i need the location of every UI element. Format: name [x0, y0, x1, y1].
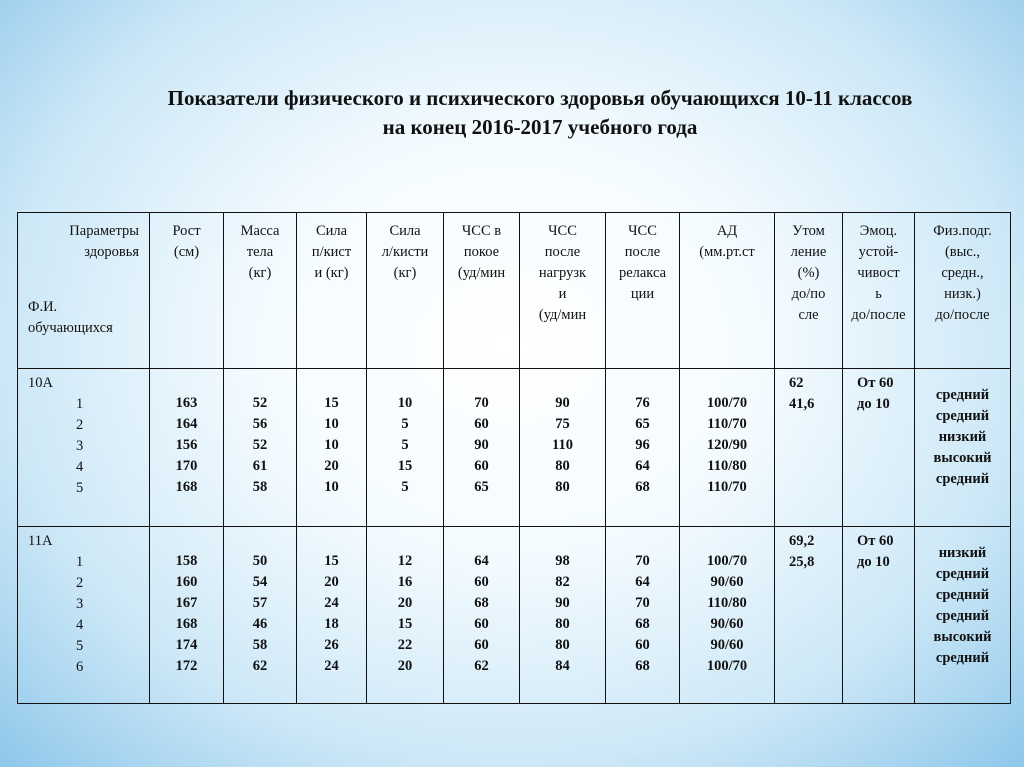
- cell-line: 56: [252, 416, 268, 432]
- cell-line: 62: [474, 658, 489, 674]
- ad-values: [680, 527, 775, 704]
- cell-line: 100/70: [706, 395, 748, 411]
- cell-line: 90/60: [710, 616, 744, 632]
- header-fiz: [915, 213, 1011, 369]
- cell-line: 24: [324, 658, 339, 674]
- cell-line: 5: [76, 638, 84, 654]
- cell-line: 60: [474, 637, 489, 653]
- cell-line: ЧСС в: [461, 223, 502, 239]
- cell-line: ЧСС: [548, 223, 577, 239]
- cell-line: 170: [175, 458, 198, 474]
- cell-line: после: [624, 244, 661, 260]
- cell-line: высокий: [933, 629, 992, 645]
- cell-line: 98: [555, 553, 570, 569]
- emoc-values: [843, 527, 915, 704]
- health-indicators-table: [17, 212, 1011, 704]
- group-name: 11А: [28, 533, 53, 549]
- header-parameters: [18, 213, 150, 369]
- cell-line: 110/70: [707, 416, 747, 432]
- cell-line: 158: [175, 553, 198, 569]
- utom-values: [775, 369, 843, 527]
- cell-line: 16: [397, 574, 413, 590]
- cell-line: тела: [246, 244, 274, 260]
- cell-line: От 60: [857, 375, 894, 391]
- cell-line: до 10: [857, 396, 890, 412]
- cell-line: 20: [324, 458, 339, 474]
- cell-line: 80: [555, 637, 570, 653]
- cell-line: ь: [875, 286, 882, 302]
- cell-line: 58: [252, 479, 268, 495]
- rost-values: [150, 527, 224, 704]
- cell-line: 168: [175, 479, 198, 495]
- cell-line: средний: [935, 566, 990, 582]
- cell-line: От 60: [857, 533, 894, 549]
- cell-line: 10: [324, 479, 339, 495]
- header-chss-nagruzka: [520, 213, 606, 369]
- utom-values: [775, 527, 843, 704]
- cell-line: 12: [397, 553, 413, 569]
- cell-line: 26: [324, 637, 339, 653]
- cell-line: 68: [635, 616, 650, 632]
- fiz-values: [915, 369, 1011, 527]
- cell-line: 4: [76, 617, 84, 633]
- cell-line: 46: [252, 616, 268, 632]
- cell-line: 1: [76, 396, 84, 412]
- header-sila-p: [297, 213, 367, 369]
- chss-pokoe-values: [444, 527, 520, 704]
- cell-line: 62: [789, 375, 804, 391]
- sila-p-values: [297, 527, 367, 704]
- cell-line: 54: [252, 574, 268, 590]
- cell-line: ЧСС: [628, 223, 657, 239]
- cell-line: 64: [635, 574, 650, 590]
- cell-line: нагрузк: [538, 265, 587, 281]
- cell-line: (см): [173, 244, 200, 260]
- cell-line: 64: [474, 553, 489, 569]
- cell-line: 2: [76, 575, 84, 591]
- cell-line: 90: [474, 437, 489, 453]
- header-chss-relax: [606, 213, 680, 369]
- header-massa: [224, 213, 297, 369]
- cell-line: ции: [630, 286, 655, 302]
- cell-line: 80: [555, 616, 570, 632]
- cell-line: 75: [555, 416, 570, 432]
- page-title: [60, 84, 1020, 142]
- cell-line: 60: [474, 458, 489, 474]
- cell-line: 3: [76, 438, 84, 454]
- cell-line: 1: [76, 554, 84, 570]
- cell-line: 41,6: [789, 396, 815, 412]
- cell-line: (уд/мин: [457, 265, 506, 281]
- cell-line: 110/80: [707, 458, 747, 474]
- cell-line: средний: [935, 387, 990, 403]
- cell-line: 62: [252, 658, 268, 674]
- header-utom: [775, 213, 843, 369]
- chss-pokoe-values: [444, 369, 520, 527]
- cell-line: 15: [324, 553, 339, 569]
- fiz-values: [915, 527, 1011, 704]
- cell-line: 60: [474, 574, 489, 590]
- group-label-cell: [18, 527, 150, 704]
- cell-line: средний: [935, 408, 990, 424]
- cell-line: обучающихся: [28, 320, 113, 336]
- cell-line: Ф.И.: [28, 299, 58, 315]
- cell-line: 90: [555, 595, 570, 611]
- cell-line: 60: [474, 416, 489, 432]
- cell-line: 60: [474, 616, 489, 632]
- cell-line: средний: [935, 608, 990, 624]
- header-rost: [150, 213, 224, 369]
- cell-line: сле: [798, 307, 819, 323]
- cell-line: 156: [175, 437, 198, 453]
- cell-line: 52: [252, 437, 268, 453]
- cell-line: 10: [324, 416, 339, 432]
- cell-line: 90/60: [710, 574, 744, 590]
- cell-line: АД: [716, 223, 738, 239]
- cell-line: и: [558, 286, 567, 302]
- header-row: [18, 213, 1011, 369]
- cell-line: 100/70: [706, 553, 748, 569]
- cell-line: средн.,: [941, 265, 984, 281]
- cell-line: 10: [324, 437, 339, 453]
- cell-line: 110/80: [707, 595, 747, 611]
- cell-line: 58: [252, 637, 268, 653]
- cell-line: до/после: [935, 307, 990, 323]
- cell-line: Сила: [315, 223, 348, 239]
- cell-line: 90/60: [710, 637, 744, 653]
- cell-line: 24: [324, 595, 339, 611]
- cell-line: после: [544, 244, 581, 260]
- header-student-label: [28, 297, 113, 339]
- group-label-cell: [18, 369, 150, 527]
- cell-line: 57: [252, 595, 268, 611]
- cell-line: 4: [76, 459, 84, 475]
- cell-line: покое: [463, 244, 500, 260]
- cell-line: л/кисти: [381, 244, 429, 260]
- chss-relax-values: [606, 369, 680, 527]
- cell-line: 70: [635, 595, 650, 611]
- header-sila-l: [367, 213, 444, 369]
- sila-l-values: [367, 527, 444, 704]
- cell-line: 65: [635, 416, 650, 432]
- cell-line: низк.): [944, 286, 981, 302]
- cell-line: 5: [401, 479, 409, 495]
- cell-line: 68: [474, 595, 489, 611]
- title-line-2: на конец 2016-2017 учебного года: [382, 115, 698, 139]
- chss-nagruzka-values: [520, 369, 606, 527]
- header-ad: [680, 213, 775, 369]
- cell-line: до/после: [851, 307, 906, 323]
- cell-line: 80: [555, 458, 570, 474]
- massa-values: [224, 527, 297, 704]
- cell-line: 5: [401, 437, 409, 453]
- cell-line: 52: [252, 395, 268, 411]
- rost-values: [150, 369, 224, 527]
- cell-line: 69,2: [789, 533, 815, 549]
- cell-line: 60: [635, 637, 650, 653]
- cell-line: (кг): [248, 265, 272, 281]
- cell-line: (кг): [393, 265, 417, 281]
- cell-line: 22: [397, 637, 413, 653]
- cell-line: (мм.рт.ст: [699, 244, 755, 260]
- cell-line: 160: [175, 574, 198, 590]
- cell-line: 70: [635, 553, 650, 569]
- cell-line: 6: [76, 659, 84, 675]
- cell-line: средний: [935, 650, 990, 666]
- cell-line: 18: [324, 616, 339, 632]
- cell-line: чивост: [857, 265, 900, 281]
- chss-relax-values: [606, 527, 680, 704]
- cell-line: 15: [397, 458, 413, 474]
- ad-values: [680, 369, 775, 527]
- header-param-label: [28, 221, 145, 263]
- cell-line: Сила: [389, 223, 421, 239]
- cell-line: 68: [635, 479, 650, 495]
- student-index-list: [28, 394, 145, 499]
- massa-values: [224, 369, 297, 527]
- cell-line: здоровья: [84, 244, 139, 260]
- cell-line: 15: [397, 616, 413, 632]
- cell-line: Эмоц.: [859, 223, 898, 239]
- cell-line: 10: [397, 395, 413, 411]
- cell-line: 120/90: [706, 437, 748, 453]
- cell-line: 50: [252, 553, 268, 569]
- cell-line: 20: [397, 595, 413, 611]
- cell-line: 5: [401, 416, 409, 432]
- cell-line: средний: [935, 587, 990, 603]
- cell-line: (уд/мин: [538, 307, 587, 323]
- header-emoc: [843, 213, 915, 369]
- cell-line: 20: [324, 574, 339, 590]
- cell-line: 68: [635, 658, 650, 674]
- cell-line: 167: [175, 595, 198, 611]
- cell-line: 80: [555, 479, 570, 495]
- cell-line: средний: [935, 471, 990, 487]
- cell-line: 65: [474, 479, 489, 495]
- cell-line: до/по: [791, 286, 826, 302]
- cell-line: низкий: [938, 429, 987, 445]
- cell-line: п/кист: [311, 244, 352, 260]
- group-row-11a: [18, 527, 1011, 704]
- group-name: 10А: [28, 375, 53, 391]
- chss-nagruzka-values: [520, 527, 606, 704]
- cell-line: (%): [797, 265, 820, 281]
- cell-line: Физ.подг.: [933, 223, 992, 239]
- cell-line: 61: [252, 458, 268, 474]
- cell-line: 174: [175, 637, 198, 653]
- cell-line: 110: [552, 437, 573, 453]
- sila-p-values: [297, 369, 367, 527]
- title-line-1: Показатели физического и психического здоровья обучающихся 10-11 классов: [167, 86, 913, 110]
- cell-line: 163: [175, 395, 198, 411]
- cell-line: до 10: [857, 554, 890, 570]
- cell-line: 2: [76, 417, 84, 433]
- sila-l-values: [367, 369, 444, 527]
- cell-line: и (кг): [314, 265, 349, 281]
- cell-line: 25,8: [789, 554, 815, 570]
- cell-line: 3: [76, 596, 84, 612]
- cell-line: 70: [474, 395, 489, 411]
- cell-line: Параметры: [69, 223, 139, 239]
- cell-line: 164: [175, 416, 198, 432]
- cell-line: (выс.,: [944, 244, 981, 260]
- cell-line: 20: [397, 658, 413, 674]
- cell-line: 15: [324, 395, 339, 411]
- cell-line: Утом: [792, 223, 825, 239]
- cell-line: ление: [790, 244, 827, 260]
- student-index-list: [28, 552, 145, 678]
- cell-line: 90: [555, 395, 570, 411]
- cell-line: Масса: [240, 223, 280, 239]
- cell-line: релакса: [618, 265, 667, 281]
- emoc-values: [843, 369, 915, 527]
- cell-line: 110/70: [707, 479, 747, 495]
- cell-line: 76: [635, 395, 650, 411]
- cell-line: 172: [175, 658, 198, 674]
- cell-line: 96: [635, 437, 650, 453]
- cell-line: низкий: [938, 545, 987, 561]
- cell-line: Рост: [172, 223, 201, 239]
- header-chss-pokoe: [444, 213, 520, 369]
- cell-line: 5: [76, 480, 84, 496]
- group-row-10a: [18, 369, 1011, 527]
- cell-line: устой-: [858, 244, 899, 260]
- cell-line: 84: [555, 658, 570, 674]
- cell-line: 168: [175, 616, 198, 632]
- cell-line: высокий: [933, 450, 992, 466]
- cell-line: 82: [555, 574, 570, 590]
- cell-line: 100/70: [706, 658, 748, 674]
- cell-line: 64: [635, 458, 650, 474]
